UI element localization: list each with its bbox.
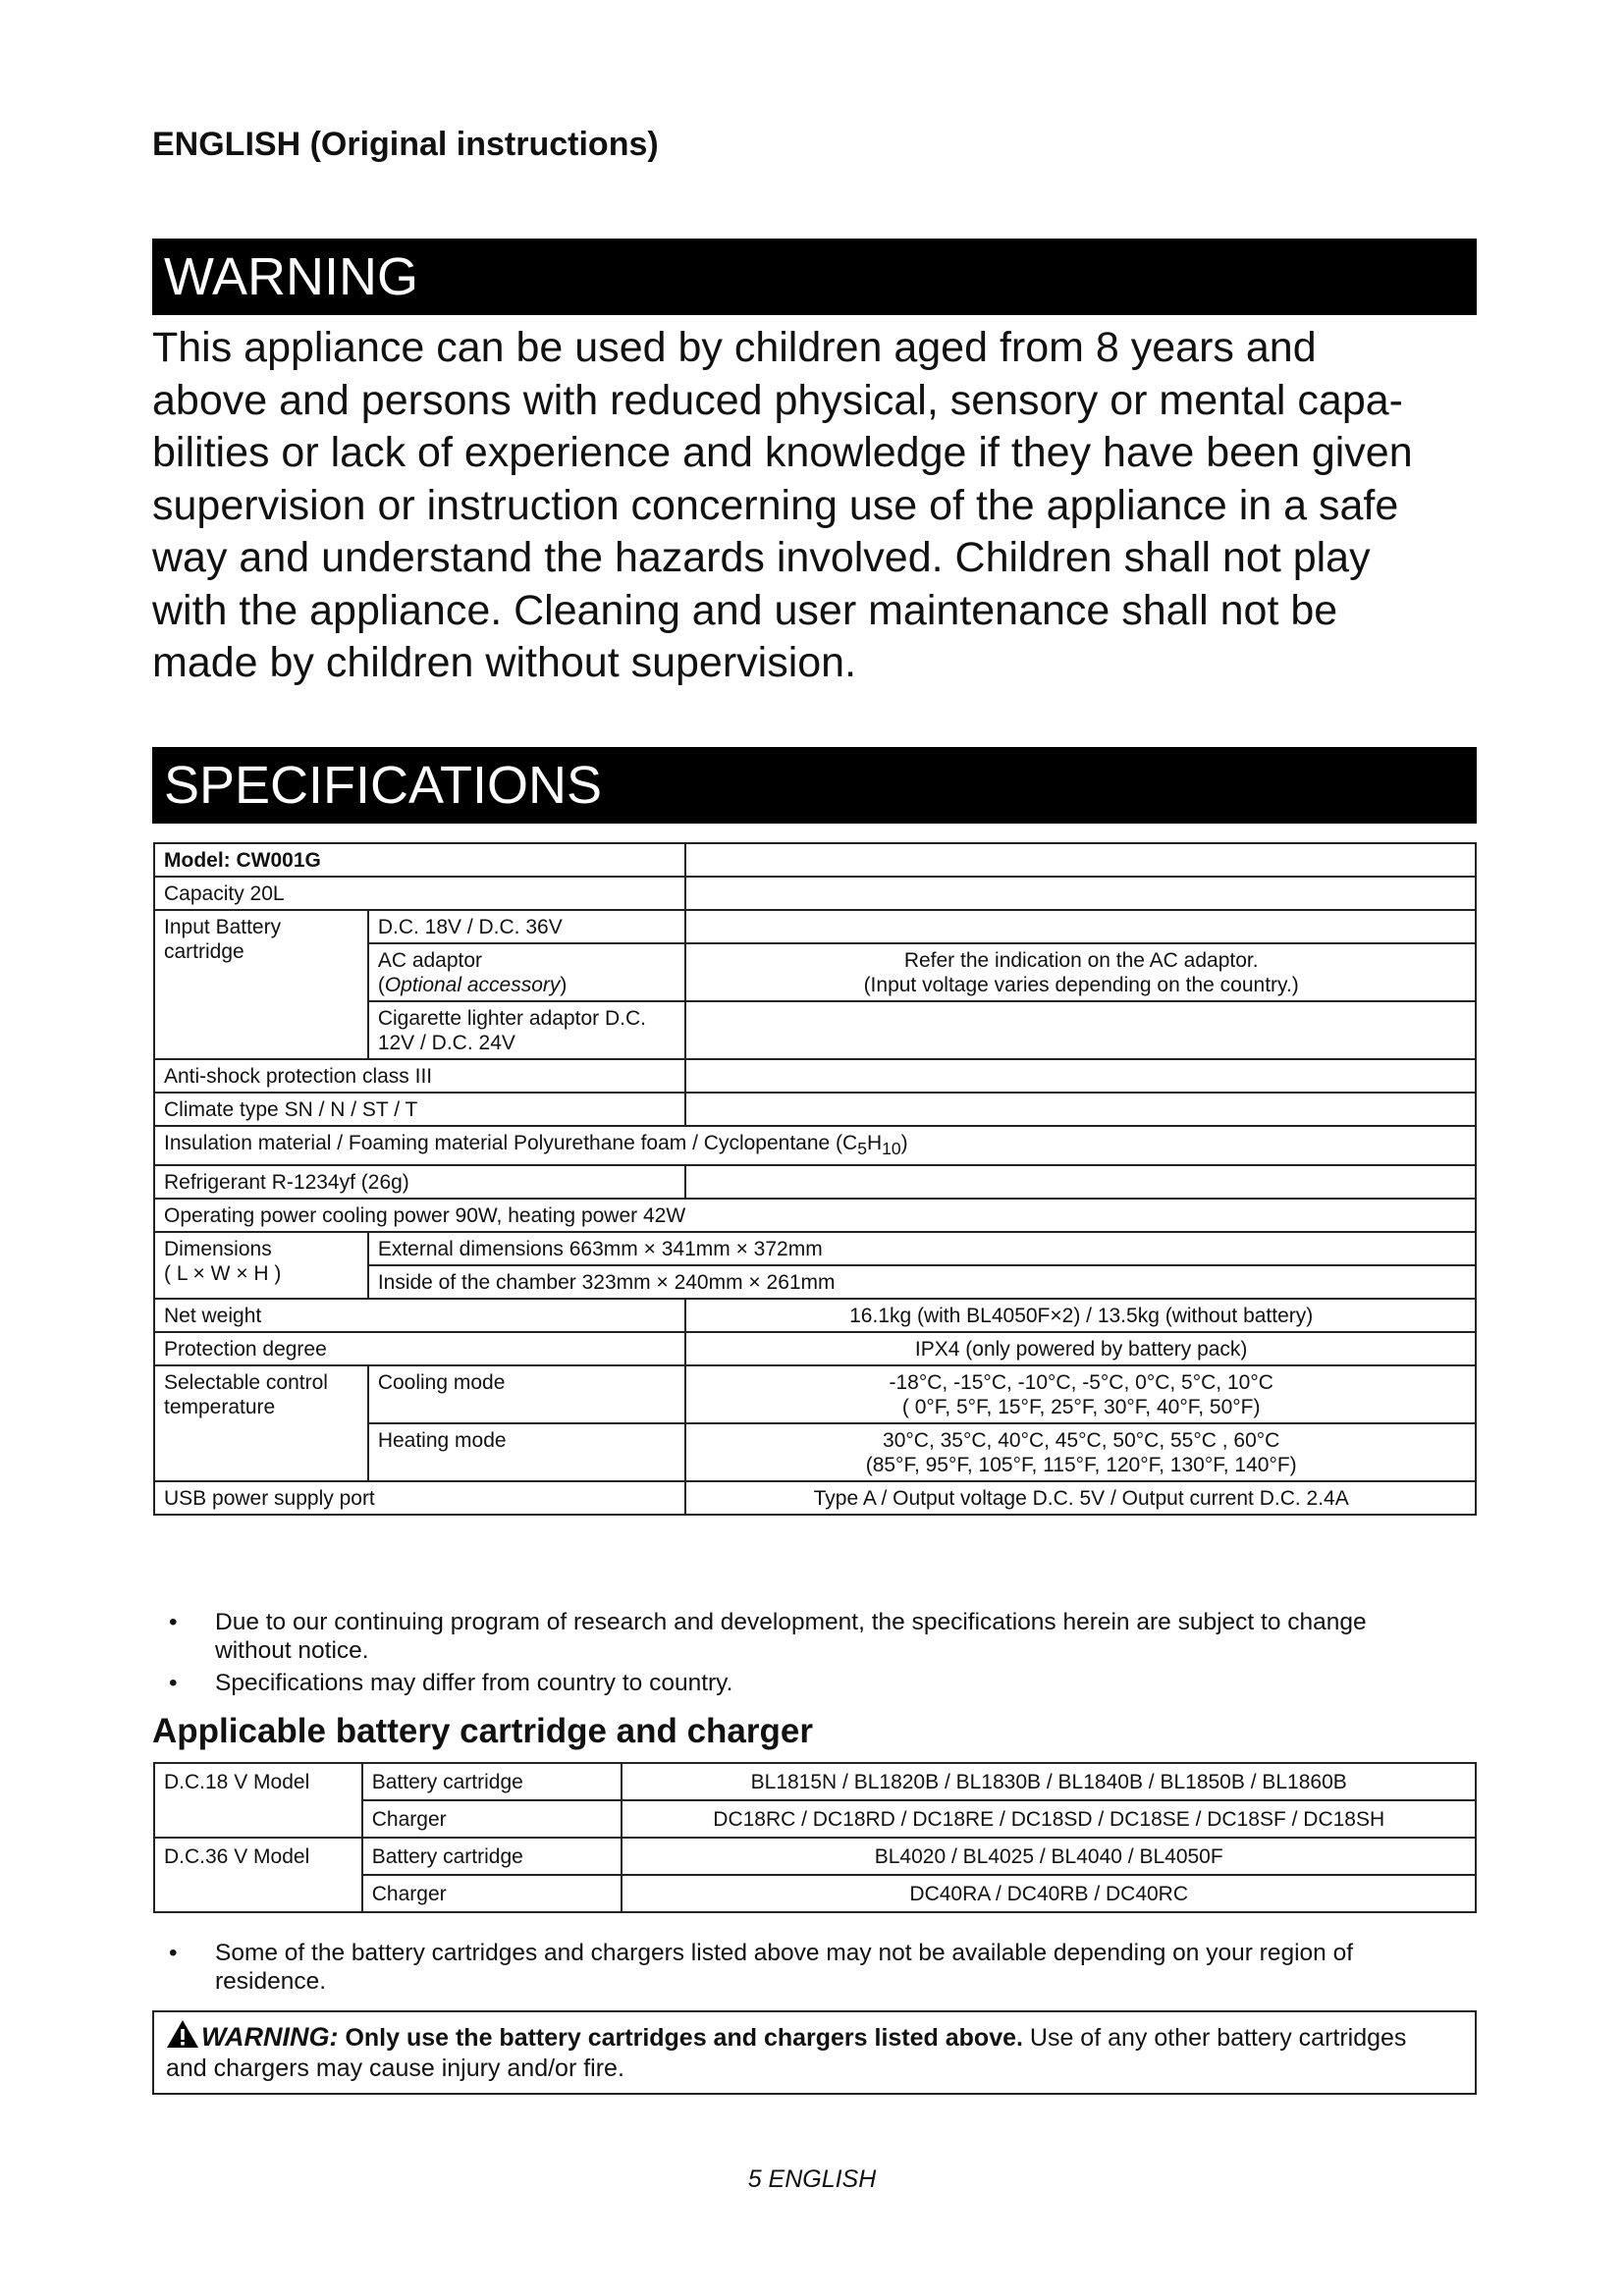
heating-mode-label: Heating mode [368,1423,686,1481]
inside-dimensions-value: 323mm × 240mm × 261mm [581,1271,836,1295]
empty-cell [685,843,1476,877]
cooling-celsius: -18°C, -15°C, -10°C, -5°C, 0°C, 5°C, 10°C [889,1371,1273,1395]
table-row [154,1763,1476,1800]
warning-line: above and persons with reduced physical, sensory or mental capa- [152,376,1403,424]
protection-value: IPX4 (only powered by battery pack) [685,1332,1476,1365]
heating-celsius: 30°C, 35°C, 40°C, 45°C, 50°C, 55°C , 60°C [883,1429,1280,1453]
climate-value: SN / N / ST / T [284,1098,418,1121]
battery-table [153,1762,1477,1913]
type-cell: Battery cartridge [362,1838,623,1875]
ac-adaptor-cell [368,943,686,1001]
ac-adaptor-value-cell [685,943,1476,1001]
insulation-label: Insulation material / Foaming material [164,1132,509,1154]
warning-box-label: WARNING: [201,2022,339,2052]
refrigerant-cell [154,1165,685,1199]
anti-shock-label: Anti-shock protection [164,1065,357,1088]
warning-line: This appliance can be used by children aged from 8 years and [152,324,1317,371]
insulation-cell [154,1126,1476,1165]
warning-box-line [166,2019,1463,2054]
anti-shock-cell [154,1059,685,1093]
table-row [154,1165,1476,1199]
climate-label: Climate type [164,1098,279,1121]
empty-cell [685,877,1476,910]
type-cell: Charger [362,1875,623,1912]
temperature-label: Selectable control [164,1371,328,1395]
external-dimensions-label: External dimensions [377,1238,564,1261]
note-line: Specifications may differ from country to country. [215,1670,733,1696]
page-footer: 5 ENGLISH [747,2165,877,2193]
table-row [154,1332,1476,1365]
climate-cell [154,1093,685,1126]
table-row [154,1059,1476,1093]
cigarette-adaptor-value: D.C. 12V / D.C. 24V [377,1007,646,1054]
battery-section-heading: Applicable battery cartridge and charger [152,1712,813,1750]
note-line: without notice. [215,1637,369,1664]
insulation-value: H [866,1132,883,1154]
cooling-mode-label: Cooling mode [368,1365,686,1423]
table-row [154,1126,1476,1165]
dimensions-label-cell [154,1232,368,1299]
value-cell: BL1815N / BL1820B / BL1830B / BL1840B / BL1850B / BL1860B [622,1763,1476,1800]
specifications-banner: SPECIFICATIONS [152,747,1477,824]
list-item [152,1669,1488,1697]
model-cell: D.C.18 V Model [154,1763,362,1838]
table-row [154,843,1476,877]
warning-line: with the appliance. Cleaning and user maintenance shall not be [152,586,1338,634]
input-label: Input [164,916,210,938]
table-row [154,1481,1476,1515]
table-row [154,1199,1476,1232]
model-cell: Model: CW001G [154,843,685,877]
dimensions-sublabel: ( L × W × H ) [164,1262,282,1286]
spec-notes [152,1608,1488,1701]
table-row [154,1299,1476,1332]
note-line: Due to our continuing program of research and development, the specifications herein are subject to change [215,1609,1367,1635]
list-item [152,1608,1488,1665]
anti-shock-value: class III [361,1065,433,1088]
model-cell: D.C.36 V Model [154,1838,362,1912]
usb-value: Type A / Output voltage D.C. 5V / Output current D.C. 2.4A [685,1481,1476,1515]
type-cell: Charger [362,1800,623,1838]
battery-input-cell: D.C. 18V / D.C. 36V [368,910,686,943]
warning-line: made by children without supervision. [152,639,857,686]
cooling-mode-values [685,1365,1476,1423]
warning-banner: WARNING [152,239,1477,315]
empty-cell [685,1165,1476,1199]
temperature-label-cell [154,1365,368,1481]
battery-cartridge-label: Battery cartridge [164,916,282,963]
inside-dimensions-cell [368,1265,1476,1299]
ac-adaptor-value-line: Refer the indication on the AC adaptor. [903,949,1259,972]
external-dimensions-cell [368,1232,1476,1265]
heating-mode-values [685,1423,1476,1481]
cigarette-adaptor-cell [368,1001,686,1059]
capacity-cell [154,877,685,910]
insulation-value: ) [900,1132,908,1154]
net-weight-label: Net weight [154,1299,685,1332]
warning-box-bold-text: Only use the battery cartridges and chargers listed above. [345,2024,1023,2052]
bullet: • [169,1940,178,1966]
warning-paragraph [152,322,1488,690]
table-row [154,910,1476,943]
battery-warning-box [152,2010,1477,2095]
cigarette-adaptor-label: Cigarette lighter adaptor [377,1007,600,1030]
capacity-value: 20L [249,882,285,905]
table-row [154,1838,1476,1875]
insulation-subscript: 5 [857,1139,867,1159]
insulation-value: Polyurethane foam / Cyclopentane (C [514,1132,858,1154]
operating-power-value: cooling power 90W, heating power 42W [322,1204,686,1228]
value-cell: BL4020 / BL4025 / BL4040 / BL4050F [622,1838,1476,1875]
warning-line: bilities or lack of experience and knowledge if they have been given [152,429,1413,476]
empty-cell [685,1059,1476,1093]
empty-cell [685,910,1476,943]
inside-dimensions-label: Inside of the chamber [377,1271,576,1295]
table-row [154,1232,1476,1265]
warning-triangle-icon [166,2019,199,2049]
external-dimensions-value: 663mm × 341mm × 372mm [568,1238,823,1261]
empty-cell [685,1001,1476,1059]
usb-label: USB power supply port [154,1481,685,1515]
table-row [154,877,1476,910]
table-row [154,1365,1476,1423]
net-weight-value: 16.1kg (with BL4050F×2) / 13.5kg (without battery) [685,1299,1476,1332]
battery-notes [152,1939,1488,2000]
type-cell: Battery cartridge [362,1763,623,1800]
table-row [154,1093,1476,1126]
operating-power-cell [154,1199,1476,1232]
dimensions-label: Dimensions [164,1238,272,1261]
operating-power-label: Operating power [164,1204,317,1228]
specifications-table [153,842,1477,1516]
warning-box-text: and chargers may cause injury and/or fire. [166,2055,624,2082]
ac-adaptor-value-line: (Input voltage varies depending on the country.) [863,974,1299,996]
warning-line: supervision or instruction concerning use of the appliance in a safe [152,481,1399,529]
input-label-cell [154,910,368,1059]
value-cell: DC18RC / DC18RD / DC18RE / DC18SD / DC18SE / DC18SF / DC18SH [622,1800,1476,1838]
ac-adaptor-label: AC adaptor [377,949,483,972]
refrigerant-value: R-1234yf (26g) [271,1171,409,1195]
list-item [152,1939,1488,1996]
protection-label: Protection degree [154,1332,685,1365]
bullet: • [169,1670,178,1696]
heating-fahrenheit: (85°F, 95°F, 105°F, 115°F, 120°F, 130°F, 140°F) [865,1454,1297,1477]
empty-cell [685,1093,1476,1126]
bullet: • [169,1609,178,1635]
capacity-label: Capacity [164,882,244,905]
note-line: residence. [215,1968,327,1995]
refrigerant-label: Refrigerant [164,1171,266,1195]
ac-adaptor-note: (Optional accessory) [377,974,568,996]
temperature-label: temperature [164,1396,276,1419]
note-line: Some of the battery cartridges and chargers listed above may not be available depending on your region of [215,1940,1354,1966]
value-cell: DC40RA / DC40RB / DC40RC [622,1875,1476,1912]
page-language-title: ENGLISH (Original instructions) [152,126,659,163]
warning-line: way and understand the hazards involved. Children shall not play [152,534,1371,581]
cooling-fahrenheit: ( 0°F, 5°F, 15°F, 25°F, 30°F, 40°F, 50°F) [901,1396,1261,1419]
warning-box-text: Use of any other battery cartridges [1029,2024,1407,2052]
insulation-subscript: 10 [882,1139,901,1159]
